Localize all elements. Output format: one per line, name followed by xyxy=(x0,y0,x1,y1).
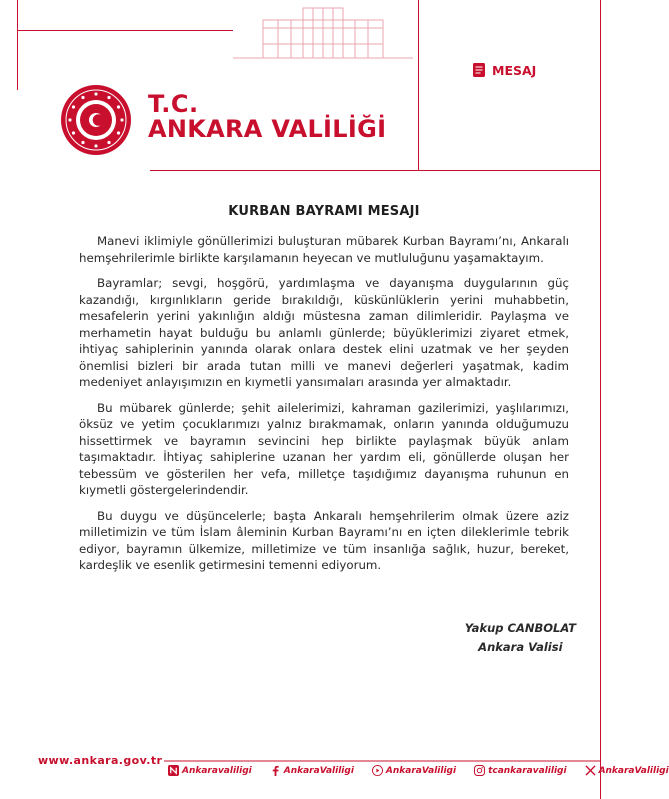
social-link-facebook[interactable] xyxy=(270,765,354,776)
social-handle: Ankaravaliligi xyxy=(182,765,252,776)
document-icon xyxy=(472,62,486,78)
website-link[interactable]: www.ankara.gov.tr xyxy=(38,754,163,767)
social-link-instagram[interactable] xyxy=(474,765,567,776)
social-link-youtube[interactable] xyxy=(372,765,456,776)
x-icon xyxy=(585,765,596,776)
instagram-icon xyxy=(474,765,485,776)
social-handle: AnkaraValiligi xyxy=(598,765,669,776)
message-body xyxy=(79,196,569,583)
brand-tc: T.C. xyxy=(148,90,199,118)
frame-header-divider xyxy=(150,170,601,171)
frame-right-line xyxy=(600,0,601,799)
paragraph: Bayramlar; sevgi, hoşgörü, yardımlaşma ve dayanışma duygularının güç kazandığı, kırgınlıkların geride bırakıldığı, küskünlüklerin yerini muhabbetin, mesafelerin yerini yakınlığın aldığı müstesna zaman dilimleridir. Paylaşma ve merhametin hayat bulduğu bu anlamlı günlerde; büyüklerimizi ziyaret etmek, ihtiyaç sahiplerinin yanında olarak onlara destek elini uzatmak ve her şeyden önemlisi bizleri bir arada tutan milli ve manevi değerleri yaşatmak, kadim medeniyet anlayışımızın en kıymetli yansımaları arasında yer almaktadır. xyxy=(79,276,569,389)
youtube-icon xyxy=(372,765,383,776)
social-link-nsosyal[interactable] xyxy=(168,765,252,776)
signature-block xyxy=(465,619,576,657)
signer-title: Ankara Valisi xyxy=(478,640,563,654)
governorate-building-icon xyxy=(233,0,413,60)
message-tag-label: MESAJ xyxy=(492,62,537,78)
nsosyal-icon xyxy=(168,765,179,776)
social-handle: tcankaravaliligi xyxy=(488,765,567,776)
social-link-x[interactable] xyxy=(585,765,669,776)
paragraph: Bu duygu ve düşüncelerle; başta Ankaralı hemşehrilerim olmak üzere aziz milletimizin ve tüm İslam âleminin Kurban Bayramı’nı en içten dileklerimle tebrik ediyor, bayramın ülkemize, milletimize ve tüm insanlığa sağlık, huzur, bereket, kardeşlik ve esenlik getirmesini temenni ediyorum. xyxy=(79,508,569,572)
social-handle: AnkaraValiligi xyxy=(283,765,354,776)
social-handle: AnkaraValiligi xyxy=(385,765,457,776)
frame-left-line xyxy=(17,0,18,90)
frame-header-vertical xyxy=(418,0,419,171)
frame-top-divider xyxy=(18,30,233,31)
paragraph: Manevi iklimiyle gönüllerimizi buluşturan mübarek Kurban Bayramı’nı, Ankaralı hemşehrilerimle birlikte karşılamanın heyecan ve mutluluğunu yaşamaktayım. xyxy=(79,234,569,265)
signer-name: Yakup CANBOLAT xyxy=(464,621,576,635)
facebook-icon xyxy=(270,765,281,776)
paragraph: Bu mübarek günlerde; şehit ailelerimizi, kahraman gazilerimizi, yaşlılarımızı, öksüz ve yetim çocuklarımızı yalnız bırakmamak, onların yanında olduğumuzu hissettirmek ve bayramın sevincini hep birlikte paylaşmak büyük anlam taşımaktadır. İhtiyaç sahiplerine uzanan her yardım eli, gönüllerde oluşan her tebessüm ve gösterilen her vefa, milletçe taşıdığımız dayanışma ruhunun en kıymetli göstergelerindendir. xyxy=(79,400,569,497)
brand-name: ANKARA VALİLİĞİ xyxy=(148,115,387,144)
message-title: KURBAN BAYRAMI MESAJI xyxy=(228,204,420,219)
brand-title xyxy=(148,92,386,142)
social-links xyxy=(168,765,669,776)
message-tag xyxy=(472,62,536,78)
governorate-seal-logo xyxy=(60,84,132,156)
